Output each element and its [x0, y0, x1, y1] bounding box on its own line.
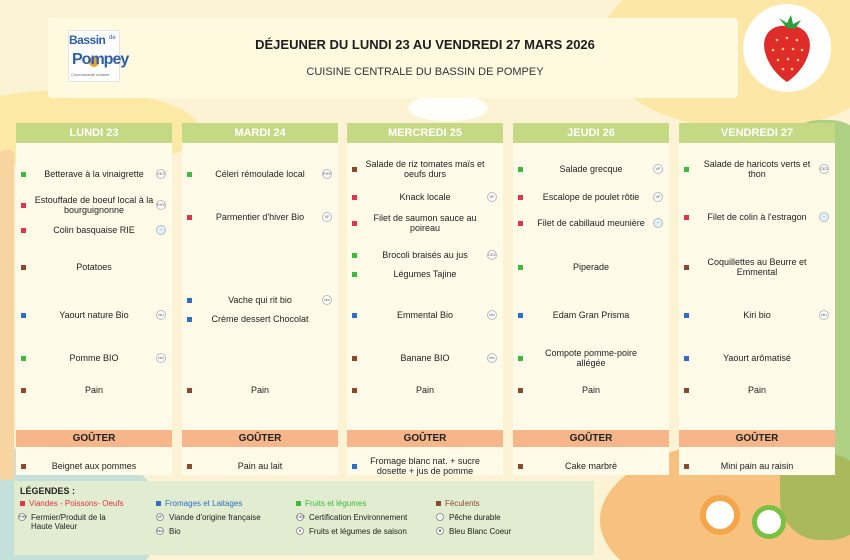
- menu-item: [182, 381, 338, 399]
- menu-item: [347, 155, 503, 183]
- legend-category-marker: [20, 501, 25, 506]
- bio-label-icon: bio: [322, 295, 332, 305]
- category-marker: [187, 298, 192, 303]
- legend-category: [20, 499, 124, 508]
- day-header: JEUDI 26: [513, 123, 669, 143]
- legend-badge: [296, 513, 436, 522]
- menu-item-label: Banane BIO: [400, 353, 450, 363]
- menu-item-label: Vache qui rit bio: [228, 295, 292, 305]
- menu-item: [16, 345, 172, 371]
- day-header: MARDI 24: [182, 123, 338, 143]
- category-marker: [187, 464, 192, 469]
- category-marker: [518, 195, 523, 200]
- ce2-label-icon: CE2: [487, 250, 497, 260]
- category-marker: [21, 388, 26, 393]
- bassin-de-pompey-logo: Bassin de Pompey Communauté urbaine: [68, 30, 120, 82]
- day-column: [513, 123, 669, 475]
- menu-item: [679, 303, 835, 327]
- bio-label-icon: bio: [487, 353, 497, 363]
- category-marker: [21, 203, 26, 208]
- day-header: MERCREDI 25: [347, 123, 503, 143]
- menu-item: [513, 255, 669, 279]
- menu-item: [16, 223, 172, 237]
- menu-item: [16, 303, 172, 327]
- legend-category: [436, 499, 480, 508]
- legend-badge: [156, 513, 296, 522]
- legend-badge-label: Fruits et légumes de saison: [309, 527, 407, 536]
- gouter-item: [513, 451, 669, 481]
- menu-item: [679, 345, 835, 371]
- menu-item-label: Potatoes: [76, 262, 112, 272]
- legend-badge-label: Bio: [169, 527, 181, 536]
- bio-label-icon: bio: [156, 353, 166, 363]
- menu-item-label: Pain: [581, 385, 600, 395]
- category-marker: [21, 265, 26, 270]
- day-body: [513, 143, 669, 475]
- menu-item: [182, 312, 338, 326]
- legend-badge: [156, 527, 296, 536]
- gouter-band: GOÛTER: [347, 430, 503, 447]
- legend-category-label: Fruits et légumes: [305, 499, 367, 508]
- legend-badge-label: Bleu Blanc Coeur: [449, 527, 512, 536]
- gouter-item: [347, 451, 503, 481]
- category-marker: [684, 265, 689, 270]
- day-body: [182, 143, 338, 475]
- menu-item: [16, 191, 172, 219]
- day-header: LUNDI 23: [16, 123, 172, 143]
- legend-badge: [296, 527, 436, 536]
- menu-item-label: Betterave à la vinaigrette: [44, 169, 144, 179]
- menu-item: [182, 165, 338, 183]
- menu-item: [347, 209, 503, 237]
- fermier-label-icon: FHV: [19, 514, 27, 519]
- peche-label-icon: ~: [819, 212, 829, 222]
- day-header: VENDREDI 27: [679, 123, 835, 143]
- menu-item-label: Filet de saumon sauce au poireau: [373, 213, 477, 233]
- menu-item-label: Pomme BIO: [69, 353, 119, 363]
- menu-item-label: Salade grecque: [559, 164, 623, 174]
- menu-item-label: Filet de colin à l'estragon: [707, 212, 807, 222]
- legend-category-label: Viandes - Poissons- Oeufs: [29, 499, 124, 508]
- legend-category: [296, 499, 366, 508]
- ce2-label-icon: CE2: [156, 169, 166, 179]
- gouter-item: [16, 451, 172, 481]
- category-marker: [684, 313, 689, 318]
- menu-item-label: Céleri rémoulade local: [215, 169, 305, 179]
- peche-label-icon: ~: [653, 218, 663, 228]
- gouter-item-label: Mini pain au raisin: [720, 461, 794, 471]
- fermier-label-icon: FHV: [156, 200, 166, 210]
- gouter-band: GOÛTER: [679, 430, 835, 447]
- menu-item-label: Brocoli braisés au jus: [382, 250, 468, 260]
- menu-item-label: Salade de haricots verts et thon: [703, 159, 811, 179]
- menu-item-label: Piperade: [572, 262, 610, 272]
- menu-item-label: Pain: [250, 385, 269, 395]
- menu-item: [679, 155, 835, 183]
- menu-item: [679, 203, 835, 231]
- gouter-item-label: Beignet aux pommes: [51, 461, 137, 471]
- gouter-band: GOÛTER: [182, 430, 338, 447]
- menu-item-label: Pain: [84, 385, 103, 395]
- gouter-item-label: Fromage blanc nat. + sucre dosette + jus de pomme: [370, 456, 480, 476]
- menu-item-label: Yaourt arômatisé: [723, 353, 791, 363]
- category-marker: [21, 228, 26, 233]
- category-marker: [518, 265, 523, 270]
- saison-label-icon: ✕: [296, 527, 304, 535]
- bio-label-icon: bio: [819, 310, 829, 320]
- legend-badge-label: Certification Environnement: [309, 513, 408, 522]
- menu-item-label: Kiri bio: [743, 310, 771, 320]
- menu-item: [679, 381, 835, 399]
- category-marker: [187, 172, 192, 177]
- menu-item: [347, 265, 503, 283]
- category-marker: [21, 172, 26, 177]
- day-body: [16, 143, 172, 475]
- legend-badge: [18, 513, 128, 531]
- kitchen-name: CUISINE CENTRALE DU BASSIN DE POMPEY: [306, 66, 544, 78]
- category-marker: [518, 388, 523, 393]
- bio-label-icon: bio: [157, 528, 163, 533]
- day-column: [182, 123, 338, 475]
- menu-item-label: Coquillettes au Beurre et Emmental: [707, 257, 807, 277]
- menu-item: [182, 203, 338, 231]
- menu-item: [513, 188, 669, 206]
- menu-item: [513, 209, 669, 237]
- menu-item-label: Pain: [415, 385, 434, 395]
- menu-item-label: Emmental Bio: [396, 310, 454, 320]
- legend-badge-label: Fermier/Produit de la Haute Valeur: [31, 513, 106, 531]
- menu-title: DÉJEUNER DU LUNDI 23 AU VENDREDI 27 MARS 2026: [255, 37, 595, 52]
- menu-item-label: Salade de riz tomates maïs et oeufs durs: [365, 159, 485, 179]
- menu-item: [513, 345, 669, 371]
- category-marker: [352, 221, 357, 226]
- menu-item: [347, 303, 503, 327]
- gouter-band: GOÛTER: [16, 430, 172, 447]
- legend-category-marker: [436, 501, 441, 506]
- category-marker: [352, 253, 357, 258]
- menu-item: [513, 155, 669, 183]
- peche-label-icon: ~: [156, 225, 166, 235]
- gouter-item: [679, 451, 835, 481]
- ce2-label-icon: CE2: [819, 164, 829, 174]
- category-marker: [21, 313, 26, 318]
- peche-label-icon: ~: [436, 513, 444, 521]
- menu-item-label: Colin basquaise RIE: [53, 225, 135, 235]
- vf-label-icon: VF: [322, 212, 332, 222]
- category-marker: [187, 388, 192, 393]
- legend-badge-label: Pêche durable: [449, 513, 501, 522]
- legend-category-marker: [296, 501, 301, 506]
- fermier-label-icon: FHV: [322, 169, 332, 179]
- category-marker: [684, 215, 689, 220]
- legend-title: LÉGENDES :: [20, 486, 76, 496]
- legend-badge: [436, 527, 576, 536]
- menu-item: [679, 255, 835, 279]
- category-marker: [684, 464, 689, 469]
- menu-item-label: Filet de cabillaud meunière: [537, 218, 645, 228]
- category-marker: [684, 356, 689, 361]
- category-marker: [518, 313, 523, 318]
- vf-label-icon: VF: [487, 192, 497, 202]
- category-marker: [187, 215, 192, 220]
- category-marker: [352, 167, 357, 172]
- menu-item-label: Edam Gran Prisma: [552, 310, 630, 320]
- legend-category-label: Féculents: [445, 499, 480, 508]
- legend-badge-label: Viande d'origine française: [169, 513, 261, 522]
- menu-item: [347, 246, 503, 264]
- CE2-label-icon: CE2: [297, 514, 305, 519]
- category-marker: [352, 388, 357, 393]
- menu-item: [16, 255, 172, 279]
- day-body: [679, 143, 835, 475]
- menu-item-label: Pain: [747, 385, 766, 395]
- menu-item-label: Parmentier d'hiver Bio: [215, 212, 305, 222]
- category-marker: [352, 272, 357, 277]
- menu-item: [347, 188, 503, 206]
- gouter-item-label: Cake marbré: [564, 461, 618, 471]
- menu-item-label: Estouffade de boeuf local à la bourguignonne: [34, 195, 154, 215]
- category-marker: [684, 167, 689, 172]
- menu-item: [16, 381, 172, 399]
- day-column: [347, 123, 503, 475]
- category-marker: [352, 356, 357, 361]
- category-marker: [518, 221, 523, 226]
- vf-label-icon: VF: [653, 164, 663, 174]
- menu-item-label: Escalope de poulet rôtie: [542, 192, 640, 202]
- category-marker: [518, 356, 523, 361]
- menu-item-label: Yaourt nature Bio: [59, 310, 129, 320]
- menu-item: [347, 345, 503, 371]
- day-body: [347, 143, 503, 475]
- category-marker: [21, 464, 26, 469]
- menu-item: [513, 303, 669, 327]
- gouter-item: [182, 451, 338, 481]
- vf-label-icon: VF: [653, 192, 663, 202]
- category-marker: [518, 167, 523, 172]
- legend-category-marker: [156, 501, 161, 506]
- day-column: [679, 123, 835, 475]
- menu-item: [347, 381, 503, 399]
- category-marker: [518, 464, 523, 469]
- category-marker: [352, 195, 357, 200]
- legend-category-label: Fromages et Laitages: [165, 499, 243, 508]
- header-panel: [48, 18, 738, 98]
- legend-panel: [14, 481, 594, 555]
- menu-item: [513, 381, 669, 399]
- gouter-band: GOÛTER: [513, 430, 669, 447]
- day-column: [16, 123, 172, 475]
- menu-item-label: Crème dessert Chocolat: [211, 314, 309, 324]
- bio-label-icon: bio: [156, 310, 166, 320]
- bbc-label-icon: ♥: [436, 527, 444, 535]
- bio-label-icon: bio: [487, 310, 497, 320]
- menu-item-label: Légumes Tajine: [393, 269, 457, 279]
- category-marker: [352, 313, 357, 318]
- category-marker: [684, 388, 689, 393]
- vf-label-icon: VF: [157, 514, 163, 519]
- legend-badge: [436, 513, 576, 522]
- category-marker: [352, 464, 357, 469]
- category-marker: [187, 317, 192, 322]
- legend-category: [156, 499, 242, 508]
- menu-item-label: Compote pomme-poire allégée: [544, 348, 638, 368]
- category-marker: [21, 356, 26, 361]
- menu-item-label: Knack locale: [399, 192, 451, 202]
- gouter-item-label: Pain au lait: [237, 461, 283, 471]
- menu-item: [182, 293, 338, 307]
- menu-item: [16, 165, 172, 183]
- strawberry-icon: [743, 4, 831, 92]
